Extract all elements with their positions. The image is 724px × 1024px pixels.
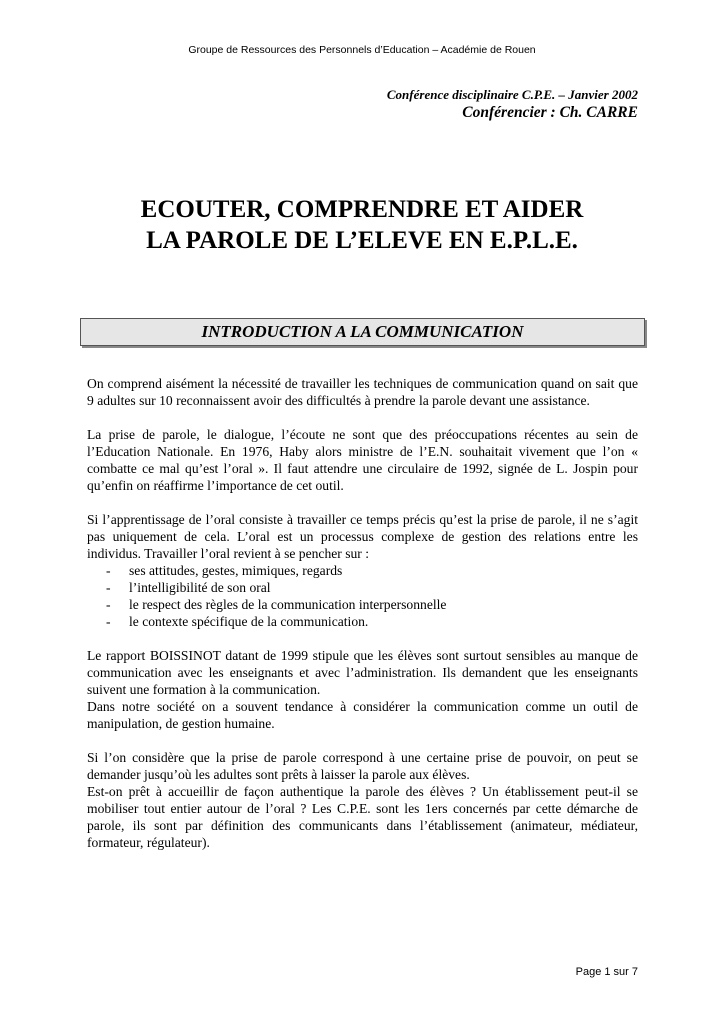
paragraph-2: La prise de parole, le dialogue, l’écoute ne sont que des préoccupations récentes au sein de l’Education Nationale. En 1976, Haby alors ministre de l’E.N. souhaitait vivement que l’on « combatte ce mal qu’est l’oral ». Il faut attendre une circulaire de 1992, signée de L. Jospin pour qu’enfin on réaffirme l’importance de cet outil.	[87, 427, 638, 493]
list-dash: -	[106, 563, 111, 578]
running-header: Groupe de Ressources des Personnels d’Education – Académie de Rouen	[188, 44, 536, 56]
paragraph-4b: Dans notre société on a souvent tendance à considérer la communication comme un outil de manipulation, de gestion humaine.	[87, 699, 638, 731]
title-line-2: LA PAROLE DE L’ELEVE EN E.P.L.E.	[146, 227, 578, 254]
list-item: - le contexte spécifique de la communication.	[106, 614, 369, 629]
paragraph-5b: Est-on prêt à accueillir de façon authentique la parole des élèves ? Un établissement peut-il se mobiliser tout entier autour de l’oral ? Les C.P.E. sont les 1ers concernés par cette démarche de parole, ils sont par définition des communicants dans l’établissement (animateur, médiateur, formateur, régulateur).	[87, 784, 638, 850]
paragraph-4a: Le rapport BOISSINOT datant de 1999 stipule que les élèves sont surtout sensibles au manque de communication avec les enseignants et avec l’administration. Ils demandent que les enseignants suivent une formation à la communication.	[87, 648, 638, 697]
body-text	[87, 375, 638, 868]
list-item: - l’intelligibilité de son oral	[106, 580, 271, 595]
paragraph-3: Si l’apprentissage de l’oral consiste à travailler ce temps précis qu’est la prise de parole, il ne s’agit pas uniquement de cela. L’oral est un processus complexe de gestion des relations entre les individus. Travailler l’oral revient à se pencher sur :	[87, 512, 638, 561]
list-dash: -	[106, 580, 111, 595]
paragraph-1: On comprend aisément la nécessité de travailler les techniques de communication quand on sait que 9 adultes sur 10 reconnaissent avoir des difficultés à prendre la parole devant une assistance.	[87, 376, 638, 408]
list-dash: -	[106, 597, 111, 612]
list-item: - ses attitudes, gestes, mimiques, regards	[106, 563, 343, 578]
page-number: Page 1 sur 7	[575, 966, 638, 978]
oral-list	[87, 562, 638, 630]
speaker-line: Conférencier : Ch. CARRE	[462, 104, 638, 121]
section-heading: INTRODUCTION A LA COMMUNICATION	[80, 318, 645, 346]
list-dash: -	[106, 614, 111, 629]
conference-line: Conférence disciplinaire C.P.E. – Janvier 2002	[386, 87, 638, 102]
title-line-1: ECOUTER, COMPRENDRE ET AIDER	[140, 196, 584, 223]
list-item: - le respect des règles de la communication interpersonnelle	[106, 597, 447, 612]
document-title	[0, 194, 724, 256]
paragraph-5a: Si l’on considère que la prise de parole correspond à une certaine prise de pouvoir, on peut se demander jusqu’où les adultes sont prêts à laisser la parole aux élèves.	[87, 750, 638, 782]
